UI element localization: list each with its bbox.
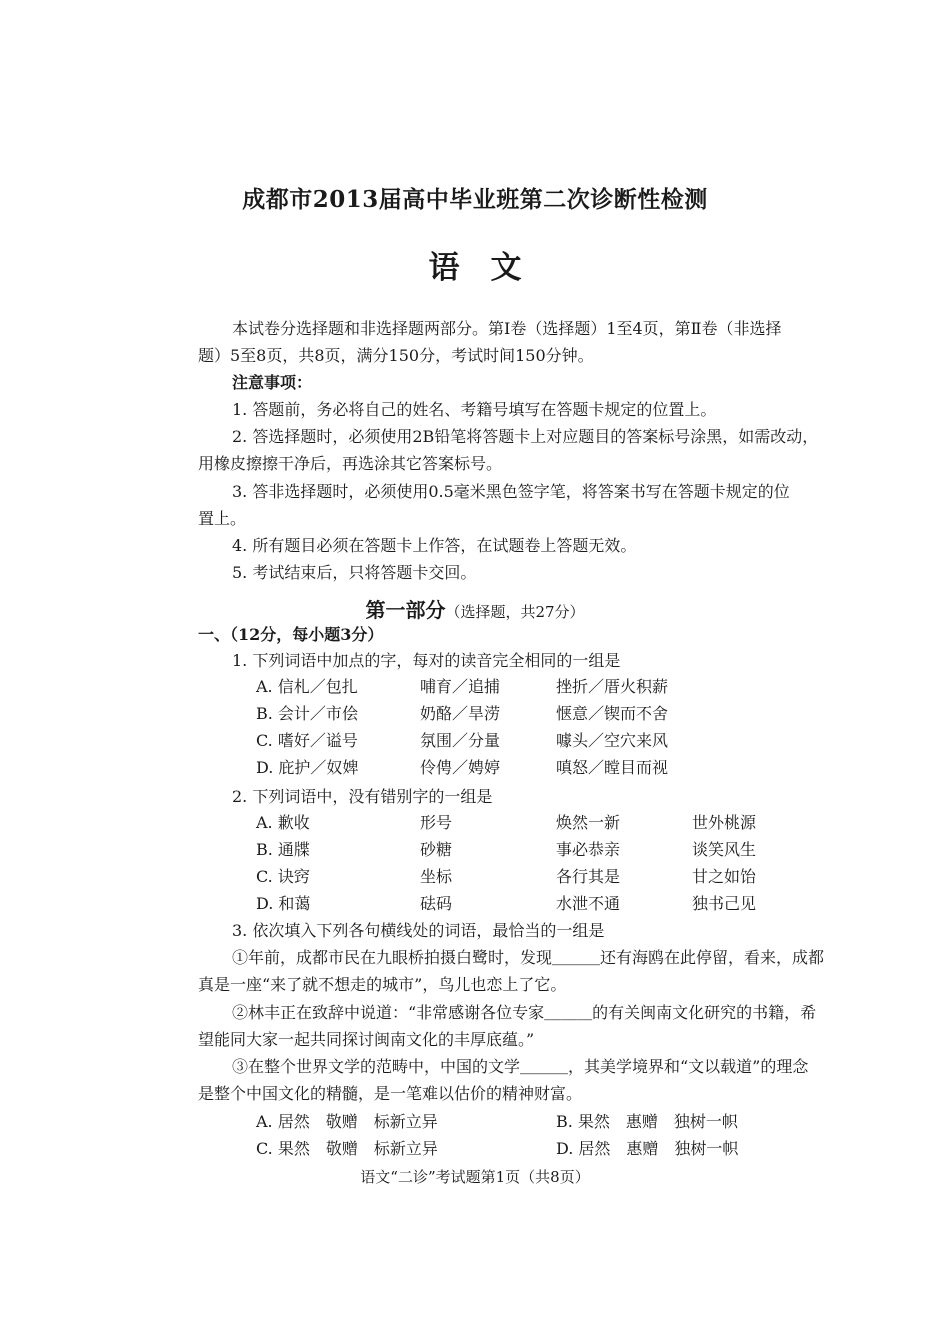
q1-option-a-3: 挫折／厝火积薪 [556, 677, 669, 696]
q3-option-c: C. 果然 敬赠 标新立异 [256, 1139, 438, 1158]
q3-sentence-1b: 真是一座“来了就不想走的城市”，鸟儿也恋上了它。 [198, 975, 567, 994]
q2-option-c-3: 各行其是 [556, 867, 621, 886]
q3-sentence-2a: ②林丰正在致辞中说道：“非常感谢各位专家＿＿＿的有关闽南文化研究的书籍，希 [232, 1003, 817, 1022]
note-5: 5. 考试结束后，只将答题卡交回。 [232, 563, 477, 582]
q2-option-a-4: 世外桃源 [692, 813, 757, 832]
q1-option-d-1: D. 庇护／奴婢 [256, 758, 359, 777]
q2-option-b-3: 事必恭亲 [556, 840, 621, 859]
section-one-heading: 一、（12分，每小题3分） [198, 625, 384, 644]
part-one-heading [0, 594, 950, 623]
q2-option-d-4: 独书己见 [692, 894, 757, 913]
intro-line-1: 本试卷分选择题和非选择题两部分。第Ⅰ卷（选择题）1至4页，第Ⅱ卷（非选择 [232, 319, 782, 338]
q1-option-b-1: B. 会计／市侩 [256, 704, 358, 723]
intro-line-2: 题）5至8页，共8页，满分150分，考试时间150分钟。 [198, 346, 594, 365]
q2-option-b-2: 砂糖 [420, 840, 453, 859]
q3-sentence-1a: ①年前，成都市民在九眼桥拍摄白鹭时，发现＿＿＿还有海鸥在此停留，看来，成都 [232, 948, 825, 967]
q1-option-a-1: A. 信札／包扎 [256, 677, 358, 696]
q1-option-c-3: 噱头／空穴来风 [556, 731, 669, 750]
q1-option-c-2: 氛围／分量 [420, 731, 501, 750]
note-4: 4. 所有题目必须在答题卡上作答，在试题卷上答题无效。 [232, 536, 637, 555]
q3-option-a: A. 居然 敬赠 标新立异 [256, 1112, 438, 1131]
q2-option-a-2: 形号 [420, 813, 453, 832]
q3-option-b: B. 果然 惠赠 独树一帜 [556, 1112, 738, 1131]
q2-option-d-2: 砝码 [420, 894, 453, 913]
q3-option-d: D. 居然 惠赠 独树一帜 [556, 1139, 739, 1158]
q2-stem: 2. 下列词语中，没有错别字的一组是 [232, 787, 493, 806]
note-2b: 用橡皮擦擦干净后，再选涂其它答案标号。 [198, 454, 503, 473]
q1-option-a-2: 哺育／追捕 [420, 677, 501, 696]
q1-option-b-3: 惬意／锲而不舍 [556, 704, 669, 723]
q3-sentence-3a: ③在整个世界文学的范畴中，中国的文学＿＿＿，其美学境界和“文以载道”的理念 [232, 1057, 809, 1076]
part-one-title: 第一部分 [365, 598, 446, 622]
q2-option-c-2: 坐标 [420, 867, 453, 886]
subject-title: 语 文 [428, 250, 522, 286]
part-one-note: （选择题，共27分） [445, 603, 585, 621]
note-3b: 置上。 [198, 509, 247, 528]
exam-title: 成都市2013届高中毕业班第二次诊断性检测 [242, 186, 708, 213]
q2-option-d-1: D. 和蔼 [256, 894, 311, 913]
q2-option-c-1: C. 诀窍 [256, 867, 310, 886]
notes-heading: 注意事项： [232, 373, 313, 392]
q2-option-a-3: 焕然一新 [556, 813, 621, 832]
q1-option-c-1: C. 嗜好／谥号 [256, 731, 358, 750]
q3-sentence-2b: 望能同大家一起共同探讨闽南文化的丰厚底蕴。” [198, 1030, 535, 1049]
page-footer: 语文“二诊”考试题第1页（共8页） [360, 1168, 590, 1186]
q3-sentence-3b: 是整个中国文化的精髓，是一笔难以估价的精神财富。 [198, 1084, 583, 1103]
q1-option-b-2: 奶酪／旱涝 [420, 704, 501, 723]
q1-option-d-3: 嗔怒／瞠目而视 [556, 758, 669, 777]
q2-option-b-4: 谈笑风生 [692, 840, 757, 859]
note-1: 1. 答题前，务必将自己的姓名、考籍号填写在答题卡规定的位置上。 [232, 400, 717, 419]
note-2a: 2. 答选择题时，必须使用2B铅笔将答题卡上对应题目的答案标号涂黑，如需改动， [232, 427, 819, 446]
note-3a: 3. 答非选择题时，必须使用0.5毫米黑色签字笔，将答案书写在答题卡规定的位 [232, 482, 790, 501]
q1-stem: 1. 下列词语中加点的字，每对的读音完全相同的一组是 [232, 651, 621, 670]
q3-stem: 3. 依次填入下列各句横线处的词语，最恰当的一组是 [232, 921, 605, 940]
q2-option-c-4: 甘之如饴 [692, 867, 757, 886]
q2-option-b-1: B. 通牒 [256, 840, 310, 859]
q2-option-d-3: 水泄不通 [556, 894, 621, 913]
q2-option-a-1: A. 歉收 [256, 813, 310, 832]
q1-option-d-2: 伶俜／娉婷 [420, 758, 501, 777]
